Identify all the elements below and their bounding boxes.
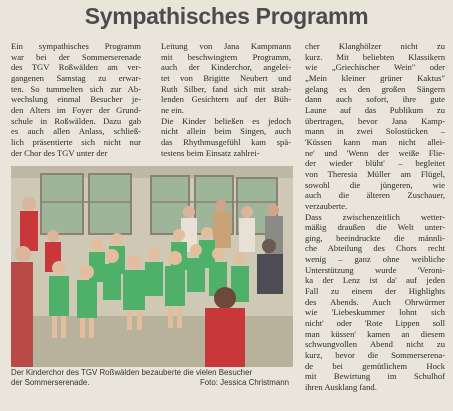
- article-line: schwungvollen Abend nicht zu: [305, 339, 445, 350]
- article-column-1: [11, 41, 141, 166]
- article-line: Ruth Silber, fand sich mit strah-: [161, 83, 291, 94]
- photo-credit: Foto: Jessica Christmann: [199, 377, 289, 387]
- article-line: gangenen Samstag zu erwar-: [11, 72, 141, 83]
- article-line: lenden Gesichtern auf der Büh-: [161, 94, 291, 105]
- article-line: ne ein.: [161, 104, 184, 115]
- article-line: che Abteilung des Chors recht: [305, 243, 445, 254]
- article-line: de bei gemütlichem Hock: [305, 360, 445, 371]
- article-line: 'Küssen kann man nicht allei-: [305, 136, 445, 147]
- article-line: des TGV Roßwälden am ver-: [11, 62, 141, 73]
- article-line: mäßig draußen die Welt unter-: [305, 222, 445, 233]
- article-line: schule in Roßwälden. Dazu gab: [11, 115, 141, 126]
- article-line: von Theresia Müller am Flügel,: [305, 168, 445, 179]
- article-line: mit beschwingtem Programm,: [161, 51, 291, 62]
- article-line: Unterstützung wurde 'Veroni-: [305, 264, 445, 275]
- article-line: ka der Lenz ist da' auf jeden: [305, 275, 445, 286]
- article-line: ging, beeindruckte die männli-: [305, 232, 445, 243]
- article-line: „Mein kleiner grüner Kaktus": [305, 72, 445, 83]
- article-line: mann in zwei Solostücken –: [305, 126, 445, 137]
- article-line: Leitung von Jana Kampmann: [161, 41, 291, 51]
- article-line: ihren Ausklang fand.: [305, 382, 377, 392]
- article-line: man küssen' kamen an diesem: [305, 328, 445, 339]
- article-line: mit Bewirtung im Schulhof: [305, 371, 445, 382]
- article-line: wie „Griechischer Wein" oder: [305, 62, 445, 73]
- article-line: wie 'Liebeskummer lohnt sich: [305, 307, 445, 318]
- article-line: das Rhythmusgefühl kam spä-: [161, 136, 291, 147]
- article-line: wechslung einmal Besucher je-: [11, 94, 141, 105]
- article-line: verzauberte.: [305, 200, 348, 211]
- article-column-3: [305, 41, 445, 411]
- article-line: tet von Brigitte Neubert und: [161, 72, 291, 83]
- article-line: wenig – ganz ohne weibliche: [305, 254, 445, 265]
- article-line: nicht' oder 'Rote Lippen soll: [305, 318, 445, 329]
- caption-text-line-1: Der Kinderchor des TGV Roßwälden bezauberte die vielen Besucher: [11, 368, 253, 377]
- article-line: lich präsentierte sich nicht nur: [11, 136, 141, 147]
- article-line: Laune auf das Publikum zu: [305, 104, 445, 115]
- article-line: sowohl die jüngeren, wie: [305, 179, 445, 190]
- article-line: auch die älteren Zuschauer,: [305, 190, 445, 201]
- article-line: testens beim Einsatz zahlrei-: [161, 147, 260, 158]
- article-line: nicht allein beim Singen, auch: [161, 126, 291, 137]
- article-line: kurz. Mit beliebten Klassikern: [305, 51, 445, 62]
- article-line: gelang es den großen Sängern: [305, 83, 445, 94]
- article-line: des Abends. Auch Ohrwürmer: [305, 296, 445, 307]
- article-line: auch der Kinderchor, angelei-: [161, 62, 291, 73]
- caption-text-line-2: der Sommerserenade.: [11, 377, 90, 387]
- headline: Sympathisches Programm: [84, 3, 369, 29]
- article-line: ten. So tummelten sich zur Ab-: [11, 83, 141, 94]
- article-line: ne' und 'Wenn der weiße Flie-: [305, 147, 445, 158]
- article-line: den Alters im Foyer der Grund-: [11, 104, 141, 115]
- article-line: Dass zwischenzeitlich wetter-: [305, 211, 445, 222]
- article-line: kurz, bevor die Sommerserena-: [305, 350, 445, 361]
- article-line: der wieder blüht' – begleitet: [305, 158, 445, 169]
- article-line: war bei der Sommerserenade: [11, 51, 141, 62]
- article-line: Die Kinder beließen es jedoch: [161, 115, 291, 126]
- article-line: Ein sympathisches Programm: [11, 41, 141, 51]
- article-line: Fall zu einem der Highlights: [305, 286, 445, 297]
- article-line: es auch allen Anlass, schließ-: [11, 126, 141, 137]
- article-line: cher Klanghölzer nicht zu: [305, 41, 445, 51]
- kinderchor-photo: [11, 166, 293, 367]
- article-column-2: [161, 41, 291, 166]
- article-line: übertragen, bevor Jana Kamp-: [305, 115, 445, 126]
- article-line: der Chor des TGV unter der: [11, 147, 108, 158]
- photo-caption: [11, 368, 295, 398]
- article-line: dann auch sofort, ihre gute: [305, 94, 445, 105]
